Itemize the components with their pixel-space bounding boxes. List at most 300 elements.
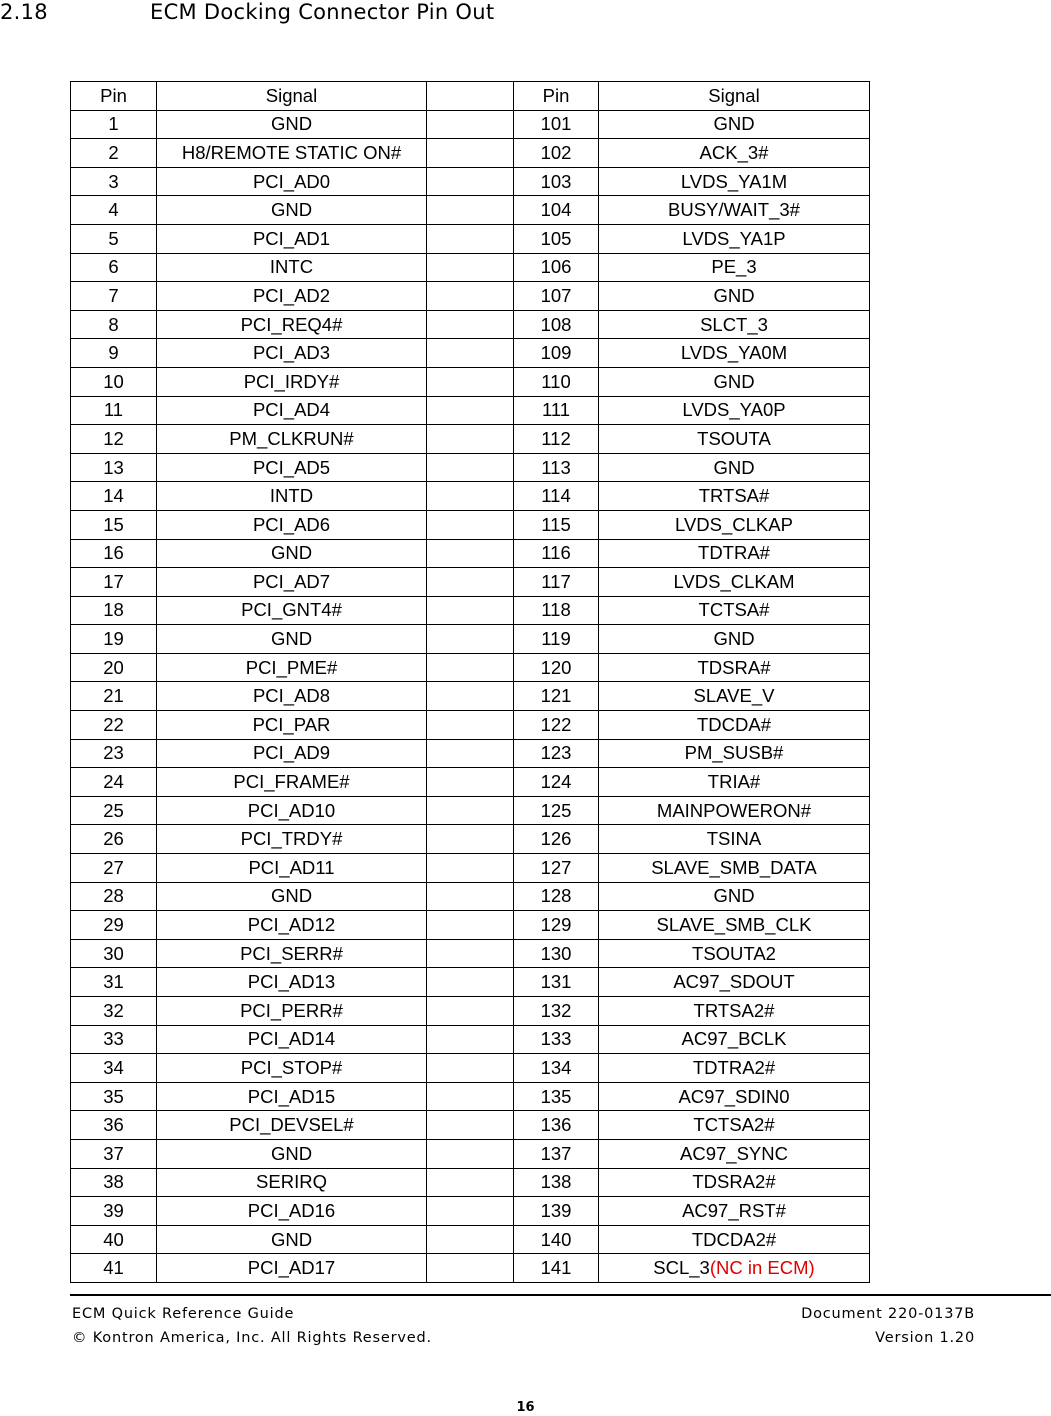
table-row [71, 1139, 870, 1168]
signal-name: GND [713, 628, 755, 650]
signal-cell-2 [599, 1054, 870, 1083]
table-row [71, 396, 870, 425]
spacer-cell [427, 1197, 514, 1226]
spacer-cell [427, 253, 514, 282]
signal-cell-2 [599, 653, 870, 682]
spacer-cell [427, 425, 514, 454]
spacer-cell [427, 596, 514, 625]
signal-name: TSINA [706, 828, 762, 850]
signal-name: PCI_REQ4# [240, 313, 343, 335]
signal-cell [157, 568, 427, 597]
spacer-cell [427, 1139, 514, 1168]
signal-name: GND [270, 1142, 313, 1164]
table-row [71, 1111, 870, 1140]
pin-number: 9 [108, 342, 119, 364]
pin-cell-2 [514, 911, 599, 940]
signal-cell-2 [599, 339, 870, 368]
pin-cell [71, 796, 157, 825]
signal-cell [157, 1111, 427, 1140]
pin-cell [71, 482, 157, 511]
pin-number: 32 [103, 999, 124, 1021]
spacer-cell [427, 396, 514, 425]
spacer-cell [427, 367, 514, 396]
pin-number: 24 [103, 771, 124, 793]
pin-number: 34 [103, 1056, 124, 1078]
signal-name: GND [713, 284, 755, 306]
pin-cell [71, 396, 157, 425]
signal-cell-2 [599, 1254, 870, 1283]
signal-cell [157, 739, 427, 768]
pin-cell-2 [514, 1168, 599, 1197]
pin-number: 121 [540, 685, 572, 707]
signal-name: LVDS_YA0M [680, 342, 788, 364]
pin-number: 129 [540, 914, 572, 936]
signal-name: PCI_AD16 [247, 1199, 336, 1221]
pin-cell-2 [514, 539, 599, 568]
signal-cell [157, 625, 427, 654]
spacer-cell [427, 796, 514, 825]
table-row [71, 310, 870, 339]
pin-cell-2 [514, 510, 599, 539]
signal-name: GND [713, 370, 755, 392]
pin-number: 120 [540, 656, 572, 678]
signal-cell-2 [599, 367, 870, 396]
spacer-cell [427, 539, 514, 568]
pin-number: 17 [103, 570, 124, 592]
header-signal-2: Signal [599, 82, 870, 111]
pin-cell-2 [514, 224, 599, 253]
signal-cell-2 [599, 682, 870, 711]
signal-name: LVDS_CLKAP [675, 513, 793, 535]
pin-number: 14 [103, 485, 124, 507]
pin-number: 125 [540, 799, 572, 821]
table-row [71, 196, 870, 225]
signal-cell-2 [599, 796, 870, 825]
signal-name: PCI_AD0 [252, 170, 331, 192]
table-row [71, 796, 870, 825]
pin-number: 133 [540, 1028, 572, 1050]
pin-number: 136 [540, 1114, 572, 1136]
pin-number: 12 [103, 427, 124, 449]
signal-cell [157, 768, 427, 797]
signal-name: INTD [269, 485, 314, 507]
pin-cell-2 [514, 1139, 599, 1168]
pin-cell-2 [514, 396, 599, 425]
signal-cell-2 [599, 911, 870, 940]
pin-number: 124 [540, 771, 572, 793]
signal-cell [157, 453, 427, 482]
signal-name: LVDS_YA1M [680, 170, 788, 192]
table-row [71, 825, 870, 854]
spacer-cell [427, 510, 514, 539]
pin-number: 27 [103, 856, 124, 878]
spacer-cell [427, 882, 514, 911]
pin-cell-2 [514, 682, 599, 711]
signal-name: PCI_GNT4# [241, 599, 342, 621]
signal-name: PCI_AD10 [247, 799, 336, 821]
table-row [71, 711, 870, 740]
pin-number: 104 [540, 199, 572, 221]
spacer-cell [427, 1054, 514, 1083]
signal-name: LVDS_CLKAM [673, 570, 795, 592]
pin-cell [71, 968, 157, 997]
pin-number: 36 [103, 1114, 124, 1136]
pin-out-table [70, 81, 870, 1283]
pin-cell [71, 510, 157, 539]
pin-cell-2 [514, 882, 599, 911]
pin-cell-2 [514, 110, 599, 139]
pin-cell [71, 367, 157, 396]
pin-number: 26 [103, 828, 124, 850]
signal-name: PCI_AD2 [252, 284, 331, 306]
signal-cell-2 [599, 310, 870, 339]
signal-cell [157, 110, 427, 139]
table-row [71, 510, 870, 539]
signal-cell [157, 1254, 427, 1283]
signal-name: GND [713, 456, 755, 478]
pin-cell [71, 625, 157, 654]
pin-cell [71, 882, 157, 911]
table-row [71, 739, 870, 768]
signal-cell-2 [599, 768, 870, 797]
pin-number: 107 [540, 284, 572, 306]
signal-cell [157, 1025, 427, 1054]
signal-cell-2 [599, 110, 870, 139]
pin-number: 113 [541, 456, 571, 478]
signal-name: PCI_AD12 [247, 914, 336, 936]
signal-cell-2 [599, 825, 870, 854]
signal-name: PM_CLKRUN# [229, 427, 354, 449]
pin-cell [71, 539, 157, 568]
signal-cell-2 [599, 625, 870, 654]
section-heading [0, 0, 494, 24]
signal-cell-2 [599, 568, 870, 597]
signal-cell [157, 396, 427, 425]
table-row [71, 1025, 870, 1054]
signal-name: TSOUTA2 [692, 942, 776, 964]
pin-number: 140 [540, 1228, 572, 1250]
pin-number: 108 [540, 313, 572, 335]
signal-name: TDTRA2# [692, 1056, 776, 1078]
signal-cell [157, 796, 427, 825]
header-pin: Pin [71, 82, 157, 111]
spacer-cell [427, 339, 514, 368]
section-title: ECM Docking Connector Pin Out [150, 0, 495, 24]
pin-number: 118 [541, 599, 571, 621]
pin-cell [71, 196, 157, 225]
pin-cell [71, 997, 157, 1026]
pin-number: 16 [103, 542, 124, 564]
pin-number: 119 [541, 628, 571, 650]
table-row [71, 997, 870, 1026]
signal-name: PCI_AD9 [252, 742, 331, 764]
pin-number: 5 [108, 227, 119, 249]
pin-cell-2 [514, 1197, 599, 1226]
pin-cell [71, 282, 157, 311]
signal-name: PCI_AD11 [248, 856, 335, 878]
signal-name: PCI_AD13 [247, 971, 336, 993]
pin-number: 101 [540, 113, 572, 135]
table-row [71, 1168, 870, 1197]
signal-name: AC97_BCLK [681, 1028, 787, 1050]
table-row [71, 1225, 870, 1254]
signal-name: PCI_AD3 [252, 342, 331, 364]
pin-number: 2 [108, 141, 119, 163]
signal-cell [157, 310, 427, 339]
signal-name: BUSY/WAIT_3# [668, 199, 800, 221]
pin-number: 122 [540, 713, 572, 735]
pin-number: 7 [108, 284, 119, 306]
footer-version: Version 1.20 [875, 1330, 975, 1346]
pin-number: 30 [103, 942, 124, 964]
signal-name: GND [270, 199, 313, 221]
pin-number: 6 [108, 256, 119, 278]
signal-cell [157, 1225, 427, 1254]
pin-cell-2 [514, 425, 599, 454]
pin-cell-2 [514, 1025, 599, 1054]
table-row [71, 968, 870, 997]
pin-cell-2 [514, 367, 599, 396]
signal-name: TDSRA2# [692, 1171, 776, 1193]
pin-number: 23 [103, 742, 124, 764]
pin-cell [71, 339, 157, 368]
pin-cell-2 [514, 139, 599, 168]
signal-cell [157, 282, 427, 311]
spacer-cell [427, 282, 514, 311]
pin-cell [71, 139, 157, 168]
pin-cell [71, 768, 157, 797]
pin-number: 40 [103, 1228, 124, 1250]
pin-cell-2 [514, 482, 599, 511]
table-row [71, 282, 870, 311]
pin-cell [71, 739, 157, 768]
pin-number: 38 [103, 1171, 124, 1193]
pin-cell-2 [514, 653, 599, 682]
table-row [71, 625, 870, 654]
signal-cell-2 [599, 482, 870, 511]
signal-name: TRTSA2# [693, 999, 775, 1021]
pin-cell [71, 1168, 157, 1197]
table-row [71, 1254, 870, 1283]
footer-guide-name: ECM Quick Reference Guide [72, 1306, 295, 1322]
signal-name: PCI_TRDY# [240, 828, 343, 850]
pin-cell-2 [514, 310, 599, 339]
signal-cell [157, 682, 427, 711]
pin-number: 135 [540, 1085, 572, 1107]
signal-cell [157, 711, 427, 740]
pin-cell [71, 653, 157, 682]
signal-cell [157, 1054, 427, 1083]
pin-number: 114 [541, 485, 571, 507]
signal-name: SLAVE_SMB_CLK [656, 914, 812, 936]
signal-name: SLAVE_V [693, 685, 775, 707]
pin-number: 106 [540, 256, 572, 278]
pin-cell-2 [514, 568, 599, 597]
signal-name: PE_3 [711, 256, 757, 278]
pin-number: 10 [103, 370, 124, 392]
section-number: 2.18 [0, 0, 48, 24]
pin-cell [71, 682, 157, 711]
spacer-cell [427, 997, 514, 1026]
signal-cell-2 [599, 196, 870, 225]
pin-number: 29 [103, 914, 124, 936]
signal-name: TSOUTA [697, 427, 771, 449]
pin-cell-2 [514, 939, 599, 968]
table-row [71, 139, 870, 168]
pin-cell-2 [514, 625, 599, 654]
signal-cell [157, 339, 427, 368]
pin-number: 15 [103, 513, 124, 535]
pin-cell-2 [514, 1254, 599, 1283]
pin-number: 128 [540, 885, 572, 907]
header-signal: Signal [157, 82, 427, 111]
table-row [71, 911, 870, 940]
signal-cell [157, 653, 427, 682]
signal-name: TRTSA# [698, 485, 770, 507]
pin-cell-2 [514, 854, 599, 883]
footer-document-number: Document 220-0137B [801, 1306, 975, 1322]
footer-divider [70, 1294, 1051, 1296]
pin-number: 112 [541, 427, 571, 449]
signal-cell-2 [599, 854, 870, 883]
signal-name: H8/REMOTE STATIC ON# [181, 141, 402, 163]
signal-cell [157, 196, 427, 225]
table-header-row [71, 82, 870, 111]
table-row [71, 110, 870, 139]
table-row [71, 882, 870, 911]
spacer-cell [427, 167, 514, 196]
pin-cell-2 [514, 339, 599, 368]
pin-cell [71, 425, 157, 454]
signal-cell [157, 911, 427, 940]
spacer-cell [427, 453, 514, 482]
signal-name: MAINPOWERON# [656, 799, 812, 821]
signal-cell-2 [599, 510, 870, 539]
signal-name: PCI_STOP# [240, 1056, 343, 1078]
pin-cell-2 [514, 596, 599, 625]
signal-name: PCI_AD14 [247, 1028, 336, 1050]
signal-name: SERIRQ [256, 1171, 327, 1193]
signal-cell [157, 1082, 427, 1111]
spacer-cell [427, 939, 514, 968]
pin-number: 141 [540, 1257, 572, 1279]
pin-cell-2 [514, 997, 599, 1026]
signal-cell-2 [599, 224, 870, 253]
pin-number: 109 [540, 342, 572, 364]
spacer-cell [427, 653, 514, 682]
signal-name: AC97_SDIN0 [678, 1085, 790, 1107]
pin-number: 138 [540, 1171, 572, 1193]
pin-number: 116 [541, 542, 571, 564]
signal-name: PCI_FRAME# [233, 771, 350, 793]
signal-cell-2 [599, 1111, 870, 1140]
pin-cell-2 [514, 1111, 599, 1140]
spacer-cell [427, 625, 514, 654]
pin-cell-2 [514, 739, 599, 768]
pin-cell-2 [514, 1225, 599, 1254]
signal-cell-2 [599, 282, 870, 311]
pin-number: 19 [103, 628, 124, 650]
signal-name: ACK_3# [699, 141, 769, 163]
pin-cell [71, 224, 157, 253]
spacer-cell [427, 482, 514, 511]
signal-name: LVDS_YA0P [682, 399, 786, 421]
pin-number: 41 [103, 1257, 124, 1279]
signal-name: LVDS_YA1P [682, 227, 786, 249]
pin-number: 131 [540, 971, 572, 993]
signal-name: PCI_DEVSEL# [229, 1114, 354, 1136]
signal-name: GND [270, 1228, 313, 1250]
signal-cell-2 [599, 1197, 870, 1226]
signal-name: SLAVE_SMB_DATA [651, 856, 817, 878]
signal-name: PCI_AD8 [252, 685, 331, 707]
signal-cell [157, 939, 427, 968]
table-row [71, 367, 870, 396]
table-row [71, 653, 870, 682]
signal-name: AC97_RST# [682, 1199, 786, 1221]
spacer-cell [427, 224, 514, 253]
signal-cell [157, 139, 427, 168]
pin-number: 31 [103, 971, 124, 993]
signal-cell-2 [599, 453, 870, 482]
signal-name: PCI_AD5 [252, 456, 331, 478]
pin-number: 4 [108, 199, 119, 221]
signal-name: GND [270, 113, 313, 135]
signal-cell-2 [599, 253, 870, 282]
pin-cell-2 [514, 1054, 599, 1083]
spacer-cell [427, 196, 514, 225]
pin-cell [71, 1054, 157, 1083]
signal-cell [157, 167, 427, 196]
pin-number: 126 [540, 828, 572, 850]
pin-cell-2 [514, 167, 599, 196]
signal-cell [157, 367, 427, 396]
spacer-cell [427, 1254, 514, 1283]
page-number: 16 [516, 1400, 535, 1415]
signal-name: PM_SUSB# [684, 742, 784, 764]
pin-number: 35 [103, 1085, 124, 1107]
spacer-cell [427, 711, 514, 740]
table-row [71, 482, 870, 511]
table-row [71, 854, 870, 883]
spacer-cell [427, 110, 514, 139]
signal-name: TDCDA# [696, 713, 771, 735]
spacer-cell [427, 739, 514, 768]
header-spacer [427, 82, 514, 111]
signal-cell-2 [599, 1168, 870, 1197]
spacer-cell [427, 911, 514, 940]
pin-number: 28 [103, 885, 124, 907]
signal-name: SLCT_3 [700, 313, 768, 335]
pin-number: 103 [540, 170, 572, 192]
signal-name: PCI_AD15 [247, 1085, 336, 1107]
footer-copyright: © Kontron America, Inc. All Rights Reserved. [72, 1330, 432, 1346]
signal-name: TDSRA# [697, 656, 771, 678]
signal-name: TCTSA# [698, 599, 770, 621]
signal-name: PCI_IRDY# [243, 370, 340, 392]
pin-cell [71, 596, 157, 625]
pin-cell [71, 568, 157, 597]
spacer-cell [427, 1025, 514, 1054]
pin-cell [71, 110, 157, 139]
spacer-cell [427, 968, 514, 997]
header-pin-2: Pin [514, 82, 599, 111]
signal-name: PCI_AD7 [252, 570, 331, 592]
pin-number: 105 [540, 227, 572, 249]
spacer-cell [427, 1225, 514, 1254]
pin-cell-2 [514, 282, 599, 311]
nc-note: (NC in ECM) [709, 1257, 815, 1279]
